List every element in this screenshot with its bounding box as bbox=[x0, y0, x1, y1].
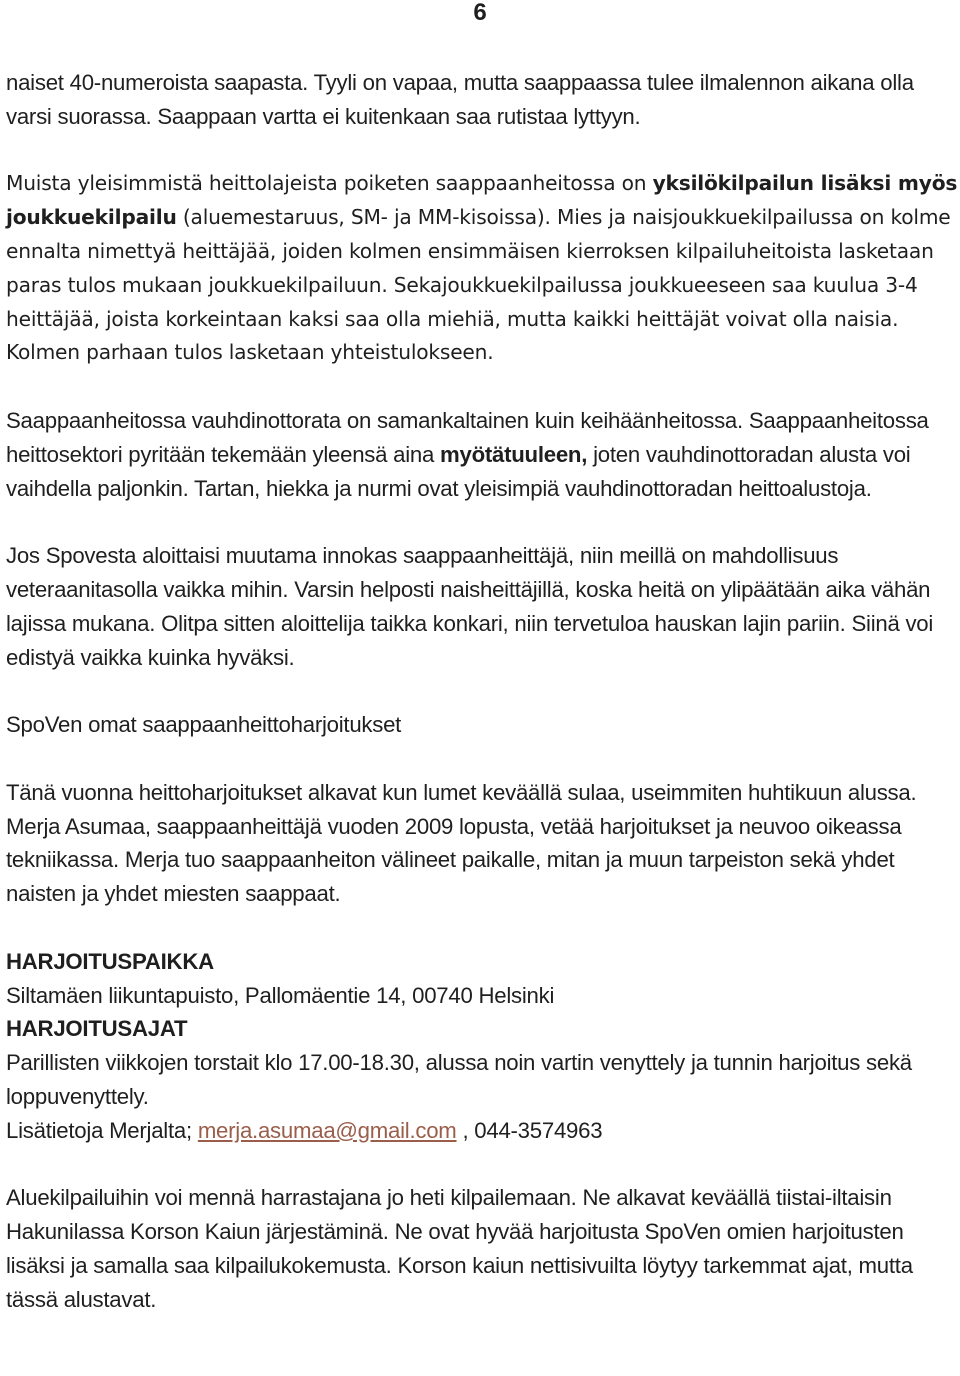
section-heading-training: SpoVen omat saappaanheittoharjoitukset bbox=[6, 712, 402, 738]
heading-training-place bbox=[6, 945, 958, 979]
heading-training-times bbox=[6, 1012, 958, 1046]
email-link[interactable]: merja.asumaa@gmail.com bbox=[197, 1117, 457, 1143]
contact-phone: , 044-3574963 bbox=[456, 1117, 603, 1143]
team-text-rules: Mies ja naisjoukkuekilpailussa on kolme ennalta nimettyä heittäjää, joiden kolmen ensimmäisen kierroksen kilpailuheitoista lasketaan paras tulos mukaan joukkuekilpailuun. Sekajoukkuekilpailussa joukkueeseen saa kuulua 3-4 heittäjää, joista korkeintaan kaksi saa olla miehiä, mutta kaikki heittäjät voivat olla naisia. Kolmen parhaan tulos lasketaan yhteistulokseen. bbox=[6, 205, 951, 365]
page-number: 6 bbox=[473, 0, 487, 26]
training-times-text: Parillisten viikkojen torstait klo 17.00-18.30, alussa noin vartin venyttely ja tunnin harjoitus sekä loppuvenyttely. bbox=[6, 1050, 912, 1109]
team-text-intro: Muista yleisimmistä heittolajeista poiketen saappaanheitossa on bbox=[6, 171, 653, 196]
paragraph-invitation: Jos Spovesta aloittaisi muutama innokas saappaanheittäjä, niin meillä on mahdollisuus veteraanitasolla vaikka mihin. Varsin helposti naisheittäjillä, koska heitä on ylipäätään aika vähän lajissa mukana. Olitpa sitten aloittelija taikka konkari, niin tervetuloa hauskan lajin pariin. Siinä voi edistyä vaikka kuinka hyväksi. bbox=[6, 543, 934, 670]
team-text-events: (aluemestaruus, SM- ja MM-kisoissa). bbox=[176, 205, 551, 230]
runway-text-intro: Saappaanheitossa vauhdinottorata on samankaltainen kuin keihäänheitossa. Saappaanheitossa heittosektori pyritään tekemään yleensä aina bbox=[6, 407, 929, 467]
paragraph-regional-competitions: Aluekilpailuihin voi mennä harrastajana jo heti kilpailemaan. Ne alkavat keväällä tiistai-iltaisin Hakunilassa Korson Kaiun järjestäminä. Ne ovat hyvää harjoitusta SpoVen omien harjoitusten lisäksi ja samalla saa kilpailukokemusta. Korson kaiun nettisivuilta löytyy tarkemmat ajat, mutta tässä alustavat. bbox=[6, 1185, 913, 1312]
runway-text-bold: myötätuuleen, bbox=[440, 441, 588, 467]
heading-training-times-label: HARJOITUSAJAT bbox=[6, 1016, 188, 1042]
runway-text-end: joten vauhdinottoradan alusta voi vaihdella paljonkin. Tartan, hiekka ja nurmi ovat yleisimpiä vauhdinottoradan heittoalustoja. bbox=[6, 441, 911, 501]
document-body bbox=[6, 66, 958, 1350]
paragraph-boot-rules: naiset 40-numeroista saapasta. Tyyli on vapaa, mutta saappaassa tulee ilmalennon aikana olla varsi suorassa. Saappaan vartta ei kuitenkaan saa rutistaa lyttyyn. bbox=[6, 70, 914, 129]
heading-training-place-label: HARJOITUSPAIKKA bbox=[6, 948, 214, 974]
team-text-bold: yksilökilpailun lisäksi myös joukkuekilpailu bbox=[6, 171, 958, 230]
contact-label: Lisätietoja Merjalta; bbox=[6, 1117, 198, 1143]
paragraph-team-competition bbox=[6, 167, 958, 370]
paragraph-runway bbox=[6, 404, 958, 505]
training-place-address: Siltamäen liikuntapuisto, Pallomäentie 14, 00740 Helsinki bbox=[6, 982, 555, 1008]
paragraph-training-info: Tänä vuonna heittoharjoitukset alkavat kun lumet keväällä sulaa, useimmiten huhtikuun alussa. Merja Asumaa, saappaanheittäjä vuoden 2009 lopusta, vetää harjoitukset ja neuvoo oikeassa tekniikassa. Merja tuo saappaanheiton välineet paikalle, mitan ja muun tarpeiston sekä yhdet naisten ja yhdet miesten saappaat. bbox=[6, 779, 917, 907]
contact-line bbox=[6, 1114, 958, 1148]
